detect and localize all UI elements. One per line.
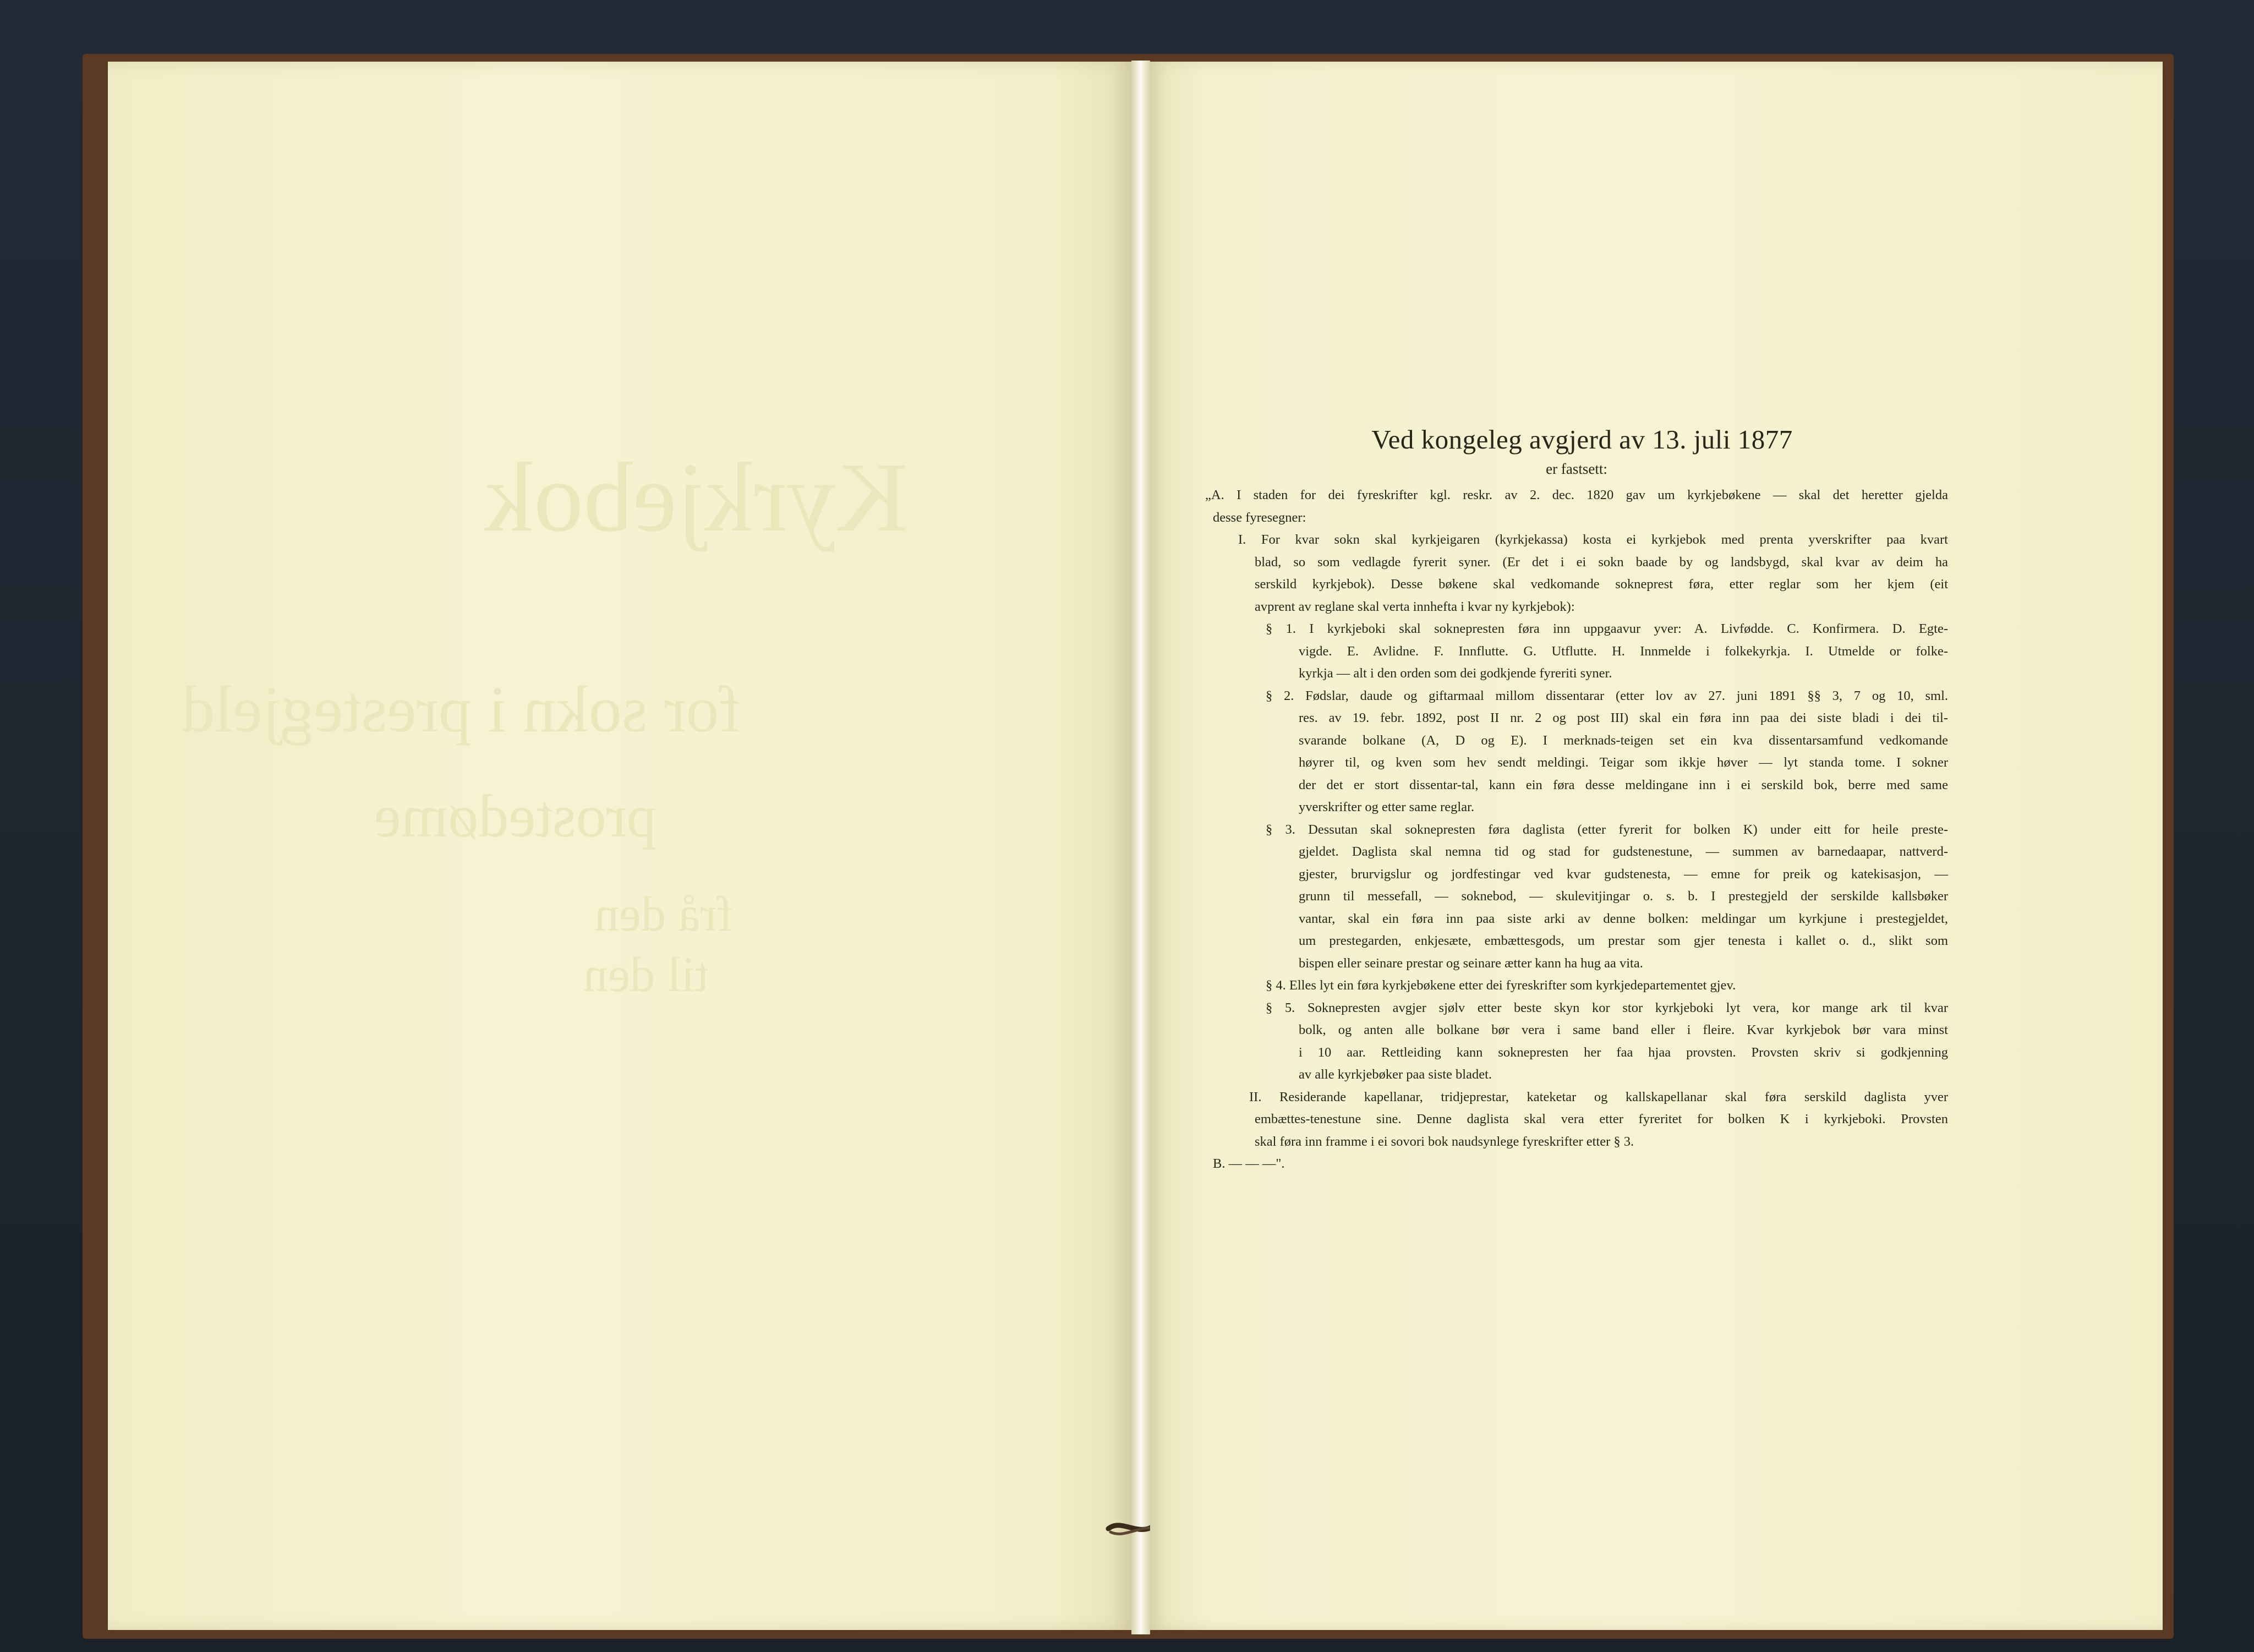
- decree-line: av alle kyrkjebøker paa siste bladet.: [1299, 1067, 1492, 1082]
- decree-line: B. — — —".: [1213, 1156, 1285, 1171]
- decree-line: skal føra inn framme i ei sovori bok naudsynlege fyreskrifter etter § 3.: [1255, 1134, 1634, 1149]
- decree-line: § 3. Dessutan skal soknepresten føra daglista (etter fyrerit for bolken K) under eitt for heile preste-: [1266, 822, 1948, 837]
- decree-line: embættes-tenestune sine. Denne daglista skal vera etter fyreritet for bolken K i kyrkjeboki. Provsten: [1255, 1112, 1948, 1126]
- decree-line: grunn til messefall, — soknebod, — skulevitjingar o. s. b. I prestegjeld der serskilde kallsbøker: [1299, 889, 1948, 904]
- decree-line: § 1. I kyrkjeboki skal soknepresten føra inn uppgaavur yver: A. Livfødde. C. Konfirmera. D. Egte-: [1266, 621, 1948, 636]
- decree-line: § 2. Fødslar, daude og giftarmaal millom dissentarar (etter lov av 27. juni 1891 §§ 3, 7 og 10, sml.: [1266, 688, 1948, 703]
- decree-line: § 4. Elles lyt ein føra kyrkjebøkene etter dei fyreskrifter som kyrkjedepartementet gjev.: [1266, 978, 1736, 993]
- decree-line: der det er stort dissentar-tal, kann ein føra desse meldingane inn i ei serskild bok, berre med same: [1299, 777, 1948, 792]
- decree-line: § 5. Soknepresten avgjer sjølv etter beste skyn kor stor kyrkjeboki lyt vera, kor mange ark til kvar: [1266, 1000, 1948, 1015]
- bleed-through-line-deanery: prostedøme: [374, 783, 657, 850]
- decree-line: „A. I staden for dei fyreskrifter kgl. reskr. av 2. dec. 1820 gav um kyrkjebøkene — skal det heretter gjelda: [1205, 488, 1948, 502]
- decree-subtitle: er fastsett:: [1546, 461, 1607, 477]
- decree-line: svarande bolkane (A, D og E). I merknads-teigen set ein kva dissentarsamfund vedkomande: [1299, 732, 1948, 748]
- book-gutter: [1131, 61, 1150, 1634]
- decree-line: gjeldet. Daglista skal nemna tid og stad for gudstenestune, — summen av barnedaapar, nattverd-: [1299, 844, 1948, 859]
- bleed-through-line-to: til den: [583, 948, 709, 1002]
- decree-line: blad, so som vedlagde fyrerit syner. (Er det i ei sokn baade by og landsbygd, skal kvar av deim ha: [1255, 554, 1948, 570]
- decree-line: vantar, skal ein føra inn paa siste arki av denne bolken: meldingar um kyrkjune i prestegjeldet,: [1299, 911, 1948, 926]
- decree-block: [1205, 424, 1948, 1175]
- decree-line: I. For kvar sokn skal kyrkjeigaren (kyrkjekassa) kosta ei kyrkjebok med prenta yverskrifter paa kvart: [1238, 532, 1948, 547]
- decree-line: um prestegarden, enkjesæte, embættesgods, um prestar som gjer tenesta i kallet o. d., slikt som: [1299, 933, 1948, 948]
- decree-line: høyrer til, og kven som hev sendt meldingi. Teigar som ikkje høver — lyt standa tome. I sokner: [1299, 755, 1948, 770]
- decree-line: gjester, brurvigslur og jordfestingar ved kvar gudstenesta, — emne for preik og katekisasjon, —: [1299, 866, 1948, 882]
- decree-line: bolk, og anten alle bolkane bør vera i same band eller i fleire. Kvar kyrkjebok bør vara minst: [1299, 1022, 1948, 1037]
- decree-line: avprent av reglane skal verta innhefta i kvar ny kyrkjebok):: [1255, 599, 1575, 614]
- decree-line: desse fyresegner:: [1213, 510, 1306, 525]
- decree-line: yverskrifter og etter same reglar.: [1299, 800, 1475, 814]
- bleed-through-line-parish: for sokn i prestegjeld: [182, 672, 741, 746]
- decree-line: kyrkja — alt i den orden som dei godkjende fyreriti syner.: [1299, 666, 1612, 681]
- decree-line: II. Residerande kapellanar, tridjeprestar, kateketar og kallskapellanar skal føra serskild daglista yver: [1249, 1089, 1948, 1104]
- decree-line: i 10 aar. Rettleiding kann soknepresten her faa hjaa provsten. Provsten skriv si godkjenning: [1299, 1044, 1948, 1060]
- decree-line: serskild kyrkjebok). Desse bøkene skal vedkomande sokneprest føra, etter reglar som her kjem (eit: [1255, 577, 1948, 592]
- decree-title: Ved kongeleg avgjerd av 13. juli 1877: [1371, 424, 1793, 455]
- decree-line: bispen eller seinare prestar og seinare ætter kann ha hug aa vita.: [1299, 955, 1643, 971]
- bleed-through-line-from: frå den: [594, 887, 734, 942]
- decree-line: vigde. E. Avlidne. F. Innflutte. G. Utflutte. H. Innmelde i folkekyrkja. I. Utmelde or folke-: [1299, 643, 1948, 659]
- decree-line: res. av 19. febr. 1892, post II nr. 2 og post III) skal ein føra inn paa dei siste bladi i dei til-: [1299, 710, 1948, 725]
- bleed-through-title: Kyrkjebok: [484, 442, 908, 552]
